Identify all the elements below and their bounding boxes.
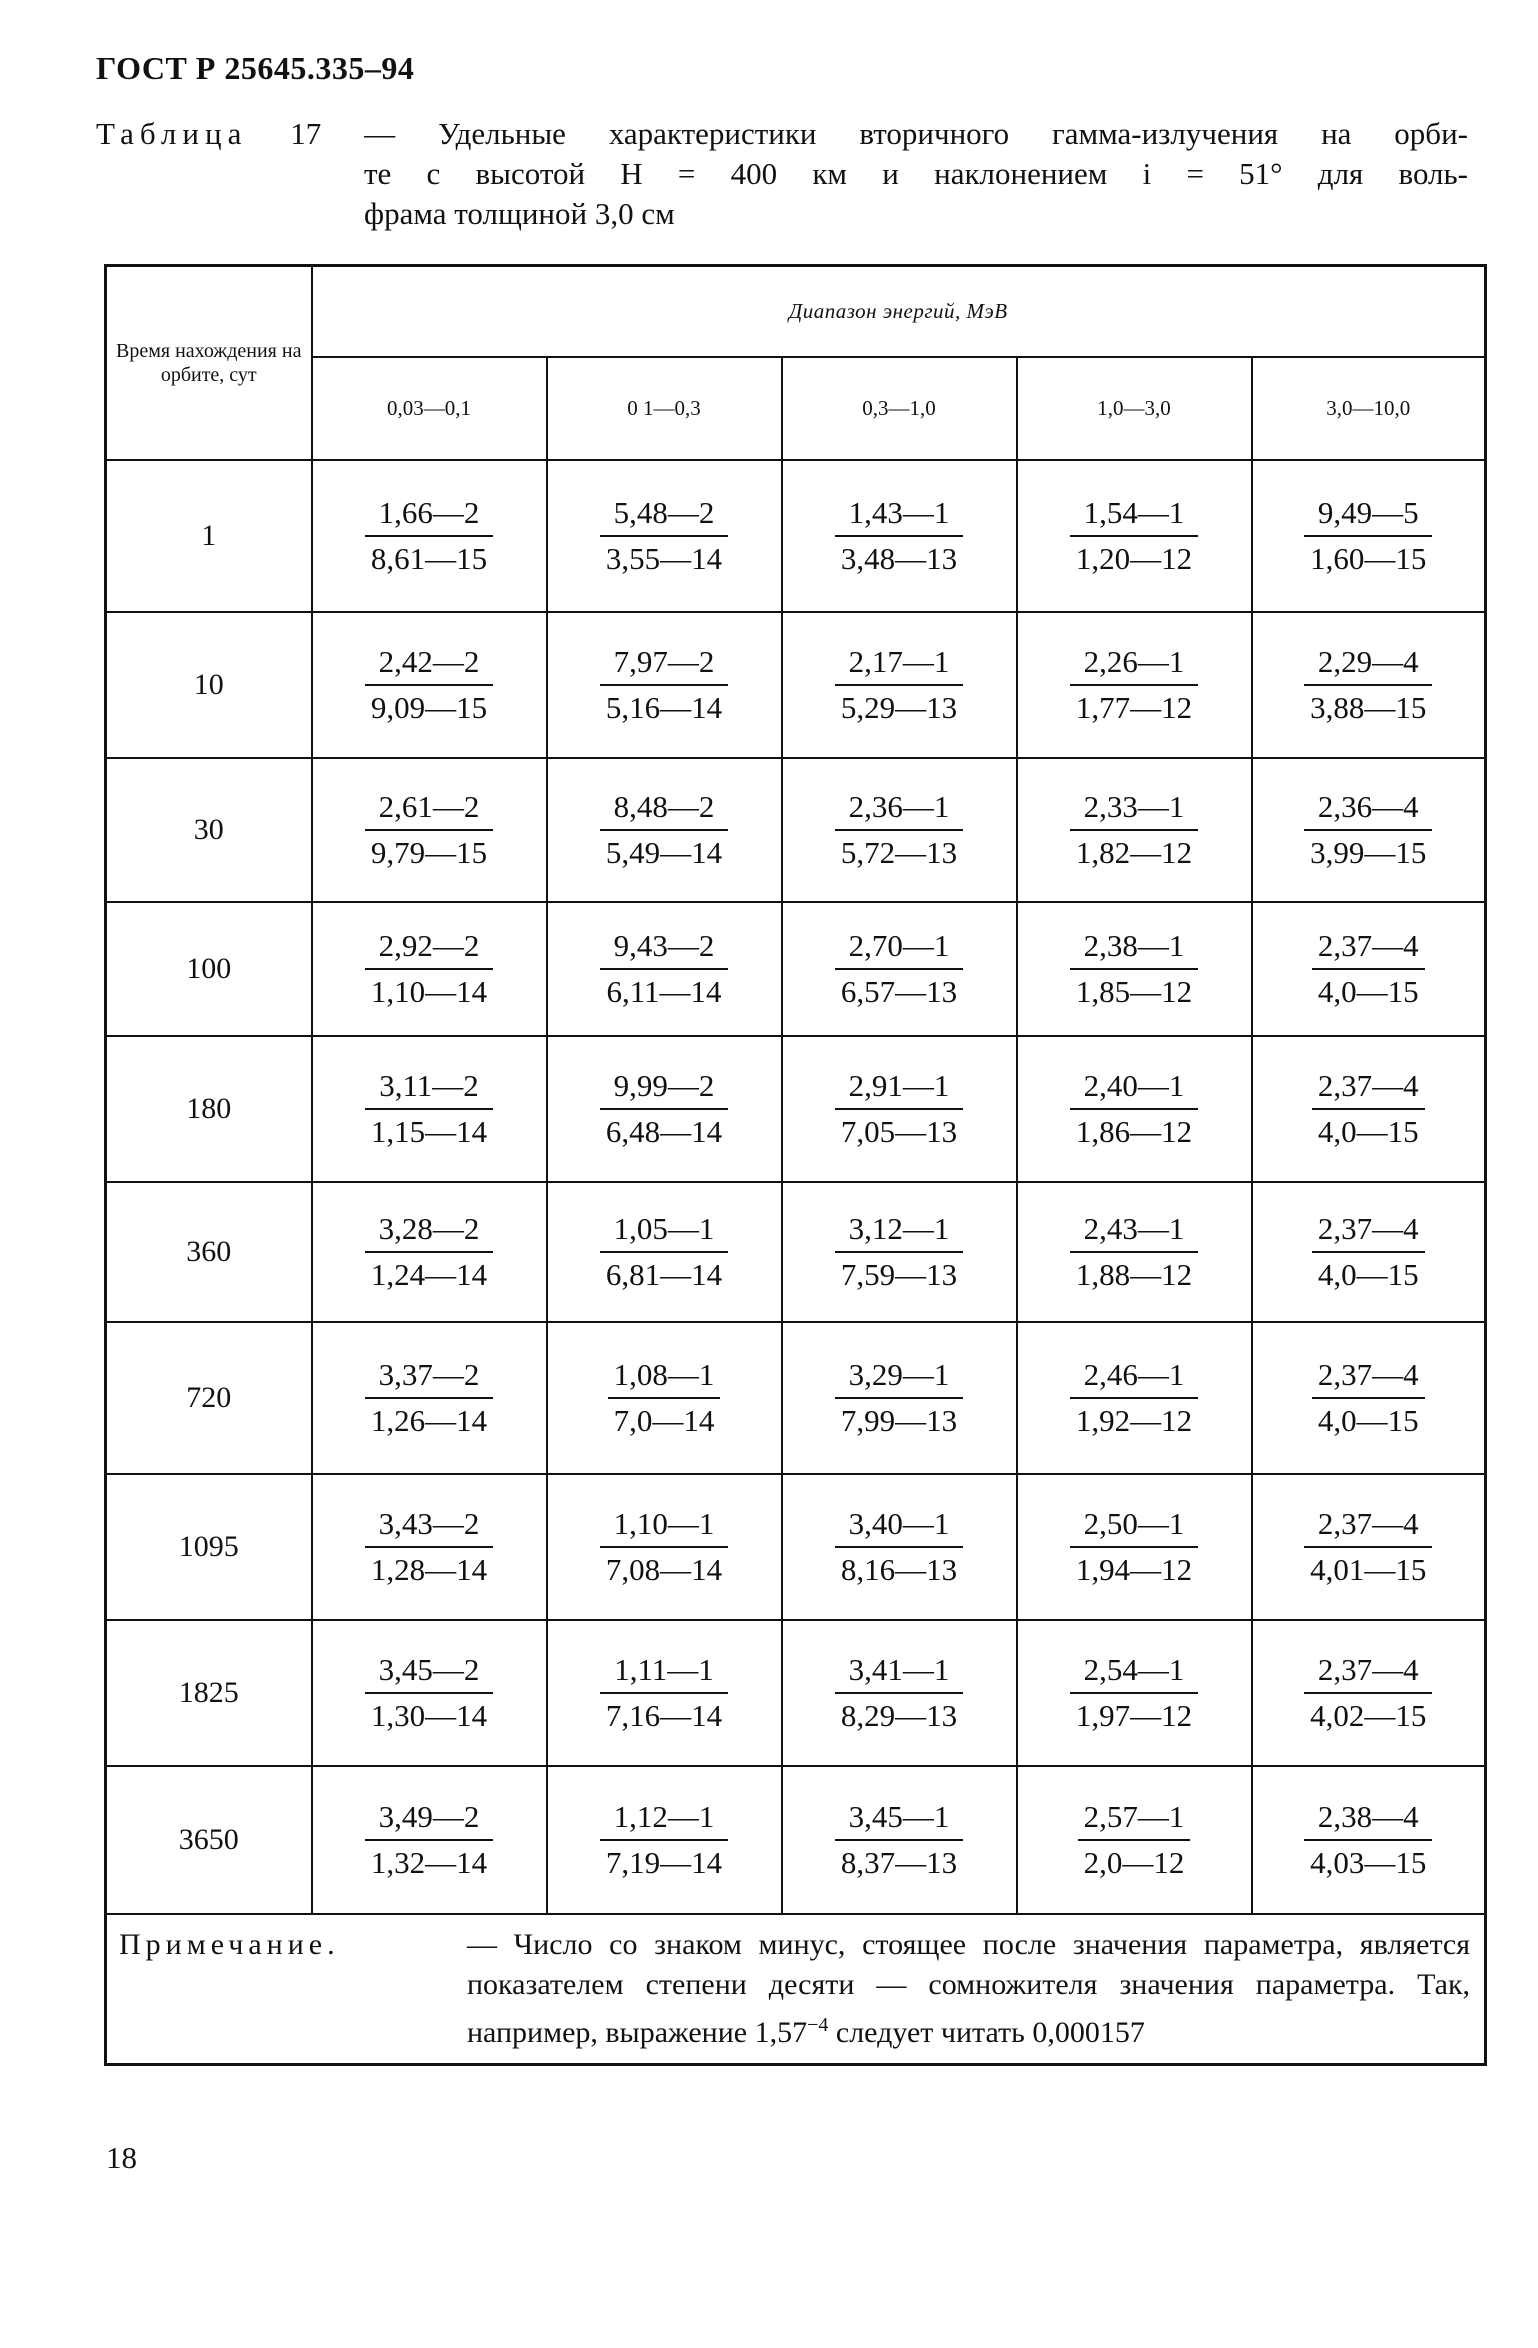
value-fraction (1304, 1506, 1432, 1588)
value-fraction (835, 1357, 963, 1439)
value-cell (312, 1182, 547, 1322)
value-cell (1252, 1182, 1486, 1322)
caption-line-2: те с высотой H = 400 км и наклонением i = 51° для воль- (364, 156, 1468, 191)
fraction-numerator: 2,37—4 (1304, 1506, 1432, 1548)
fraction-denominator: 7,19—14 (605, 1845, 723, 1880)
value-cell (782, 460, 1017, 612)
value-cell (547, 1620, 782, 1766)
fraction-numerator: 1,12—1 (600, 1799, 728, 1841)
note-row (106, 1914, 1486, 2065)
value-cell (782, 612, 1017, 758)
value-fraction (365, 1068, 493, 1150)
table-row (106, 758, 1486, 902)
value-cell (312, 1620, 547, 1766)
value-cell (547, 902, 782, 1036)
value-fraction (365, 928, 493, 1010)
fraction-numerator: 2,33—1 (1070, 789, 1198, 831)
value-fraction (600, 644, 728, 726)
fraction-denominator: 1,20—12 (1075, 541, 1193, 576)
fraction-numerator: 2,17—1 (835, 644, 963, 686)
range-header: 0,3—1,0 (782, 357, 1017, 460)
fraction-denominator: 8,29—13 (840, 1698, 958, 1733)
fraction-numerator: 3,28—2 (365, 1211, 493, 1253)
value-fraction (1070, 644, 1198, 726)
value-fraction (365, 1506, 493, 1588)
value-cell (1017, 1182, 1252, 1322)
value-fraction (1070, 1211, 1198, 1293)
value-fraction (1304, 1652, 1432, 1734)
fraction-numerator: 3,12—1 (835, 1211, 963, 1253)
fraction-denominator: 1,82—12 (1075, 835, 1193, 870)
value-cell (1017, 758, 1252, 902)
value-fraction (1304, 1799, 1432, 1881)
value-fraction (835, 789, 963, 871)
fraction-denominator: 1,77—12 (1075, 690, 1193, 725)
fraction-numerator: 8,48—2 (600, 789, 728, 831)
fraction-numerator: 3,49—2 (365, 1799, 493, 1841)
value-cell (312, 612, 547, 758)
header-row-2 (106, 357, 1486, 460)
fraction-denominator: 1,24—14 (370, 1257, 488, 1292)
value-fraction (835, 1506, 963, 1588)
value-fraction (1312, 928, 1425, 1010)
fraction-denominator: 3,99—15 (1310, 835, 1427, 870)
fraction-denominator: 1,88—12 (1075, 1257, 1193, 1292)
value-fraction (1312, 1211, 1425, 1293)
value-cell (547, 1322, 782, 1474)
value-fraction (835, 1799, 963, 1881)
fraction-denominator: 4,02—15 (1310, 1698, 1427, 1733)
caption-line-3: фрама толщиной 3,0 см (364, 196, 675, 231)
fraction-denominator: 1,86—12 (1075, 1114, 1193, 1149)
fraction-denominator: 6,11—14 (606, 974, 722, 1009)
fraction-numerator: 9,49—5 (1304, 495, 1432, 537)
fraction-denominator: 5,72—13 (840, 835, 958, 870)
value-fraction (1312, 1068, 1425, 1150)
range-header: 3,0—10,0 (1252, 357, 1486, 460)
fraction-numerator: 3,37—2 (365, 1357, 493, 1399)
note-text-end: следует читать 0,000157 (828, 2016, 1145, 2049)
fraction-denominator: 2,0—12 (1083, 1845, 1185, 1880)
value-cell (547, 1182, 782, 1322)
fraction-numerator: 1,54—1 (1070, 495, 1198, 537)
fraction-numerator: 3,41—1 (835, 1652, 963, 1694)
fraction-numerator: 3,11—2 (365, 1068, 493, 1110)
value-cell (1017, 1474, 1252, 1620)
fraction-denominator: 1,32—14 (370, 1845, 488, 1880)
fraction-numerator: 5,48—2 (600, 495, 728, 537)
fraction-denominator: 6,57—13 (840, 974, 958, 1009)
fraction-denominator: 7,0—14 (613, 1403, 715, 1438)
value-cell (1017, 902, 1252, 1036)
fraction-numerator: 2,57—1 (1078, 1799, 1191, 1841)
fraction-numerator: 2,43—1 (1070, 1211, 1198, 1253)
value-cell (312, 1036, 547, 1182)
fraction-denominator: 1,92—12 (1075, 1403, 1193, 1438)
document-header: ГОСТ Р 25645.335–94 (96, 50, 415, 86)
fraction-numerator: 2,37—4 (1312, 1211, 1425, 1253)
value-cell (312, 1766, 547, 1914)
fraction-denominator: 1,10—14 (370, 974, 488, 1009)
fraction-denominator: 1,94—12 (1075, 1552, 1193, 1587)
fraction-numerator: 2,91—1 (835, 1068, 963, 1110)
value-cell (1252, 460, 1486, 612)
energy-range-header: Диапазон энергий, МэВ (312, 266, 1486, 357)
table-row (106, 1036, 1486, 1182)
value-cell (782, 1766, 1017, 1914)
value-cell (312, 1474, 547, 1620)
value-cell (1017, 1620, 1252, 1766)
fraction-denominator: 7,16—14 (605, 1698, 723, 1733)
value-fraction (835, 928, 963, 1010)
value-cell (1252, 612, 1486, 758)
fraction-numerator: 1,05—1 (600, 1211, 728, 1253)
time-cell: 10 (106, 612, 312, 758)
table-row (106, 1474, 1486, 1620)
fraction-denominator: 8,37—13 (840, 1845, 958, 1880)
fraction-numerator: 3,40—1 (835, 1506, 963, 1548)
value-cell (1017, 1036, 1252, 1182)
fraction-denominator: 4,0—15 (1317, 1403, 1419, 1438)
value-cell (1252, 1766, 1486, 1914)
time-cell: 1825 (106, 1620, 312, 1766)
fraction-numerator: 7,97—2 (600, 644, 728, 686)
value-cell (782, 1182, 1017, 1322)
page-number: 18 (106, 2140, 137, 2175)
value-cell (312, 758, 547, 902)
fraction-numerator: 2,36—1 (835, 789, 963, 831)
value-fraction (1070, 1357, 1198, 1439)
value-cell (1252, 1322, 1486, 1474)
value-fraction (1070, 789, 1198, 871)
fraction-numerator: 2,38—4 (1304, 1799, 1432, 1841)
value-fraction (365, 644, 493, 726)
value-cell (547, 460, 782, 612)
value-fraction (365, 1357, 493, 1439)
fraction-numerator: 2,42—2 (365, 644, 493, 686)
value-fraction (835, 1652, 963, 1734)
fraction-numerator: 2,37—4 (1312, 928, 1425, 970)
value-cell (782, 758, 1017, 902)
time-cell: 3650 (106, 1766, 312, 1914)
value-cell (1017, 612, 1252, 758)
value-fraction (1304, 644, 1432, 726)
fraction-denominator: 5,16—14 (605, 690, 723, 725)
value-cell (547, 1766, 782, 1914)
value-fraction (1070, 495, 1198, 577)
fraction-numerator: 1,43—1 (835, 495, 963, 537)
table-row (106, 1766, 1486, 1914)
fraction-numerator: 2,70—1 (835, 928, 963, 970)
fraction-numerator: 3,45—1 (835, 1799, 963, 1841)
value-fraction (600, 495, 728, 577)
time-cell: 1 (106, 460, 312, 612)
value-cell (1017, 460, 1252, 612)
table-row (106, 460, 1486, 612)
caption-number: 17 (290, 116, 322, 151)
value-cell (547, 612, 782, 758)
caption-text-1: — Удельные характеристики вторичного гамма-излучения на орби- (364, 116, 1468, 151)
fraction-numerator: 2,61—2 (365, 789, 493, 831)
value-fraction (1070, 928, 1198, 1010)
table-row (106, 1620, 1486, 1766)
value-fraction (365, 789, 493, 871)
value-fraction (1070, 1506, 1198, 1588)
fraction-denominator: 3,55—14 (605, 541, 723, 576)
fraction-denominator: 1,30—14 (370, 1698, 488, 1733)
note-text-main: — Число со знаком минус, стоящее после значения параметра, является показателем степени десяти — сомножителя значения параметра. Так, например, выражение 1,57 (467, 1928, 1471, 2049)
fraction-denominator: 4,03—15 (1310, 1845, 1427, 1880)
value-fraction (1304, 789, 1432, 871)
fraction-denominator: 5,29—13 (840, 690, 958, 725)
time-cell: 30 (106, 758, 312, 902)
value-cell (547, 758, 782, 902)
fraction-numerator: 3,43—2 (365, 1506, 493, 1548)
fraction-denominator: 5,49—14 (605, 835, 723, 870)
value-cell (1017, 1322, 1252, 1474)
fraction-numerator: 2,36—4 (1304, 789, 1432, 831)
value-fraction (1070, 1068, 1198, 1150)
time-column-header: Время нахождения на орбите, сут (106, 266, 312, 461)
time-cell: 360 (106, 1182, 312, 1322)
value-fraction (600, 1799, 728, 1881)
fraction-denominator: 8,16—13 (840, 1552, 958, 1587)
fraction-numerator: 2,54—1 (1070, 1652, 1198, 1694)
note-cell (106, 1914, 1486, 2065)
note-superscript: −4 (807, 2014, 829, 2036)
fraction-denominator: 9,79—15 (370, 835, 488, 870)
fraction-numerator: 2,38—1 (1070, 928, 1198, 970)
header-row-1 (106, 266, 1486, 357)
value-fraction (835, 1211, 963, 1293)
value-fraction (835, 1068, 963, 1150)
caption-label: Таблица (96, 116, 248, 151)
fraction-denominator: 1,60—15 (1310, 541, 1427, 576)
value-cell (1252, 1620, 1486, 1766)
value-cell (312, 902, 547, 1036)
fraction-numerator: 1,08—1 (608, 1357, 721, 1399)
value-fraction (365, 1799, 493, 1881)
value-cell (782, 1036, 1017, 1182)
value-cell (547, 1036, 782, 1182)
value-cell (782, 1474, 1017, 1620)
fraction-denominator: 7,05—13 (840, 1114, 958, 1149)
value-fraction (600, 1211, 728, 1293)
value-cell (312, 1322, 547, 1474)
table-row (106, 612, 1486, 758)
value-fraction (835, 644, 963, 726)
value-fraction (365, 495, 493, 577)
value-cell (1252, 1474, 1486, 1620)
value-fraction (608, 1357, 721, 1439)
value-cell (1017, 1766, 1252, 1914)
data-table (104, 264, 1487, 2066)
value-cell (782, 1322, 1017, 1474)
fraction-denominator: 1,15—14 (370, 1114, 488, 1149)
fraction-numerator: 2,50—1 (1070, 1506, 1198, 1548)
fraction-numerator: 1,10—1 (600, 1506, 728, 1548)
value-cell (782, 902, 1017, 1036)
fraction-denominator: 7,59—13 (840, 1257, 958, 1292)
fraction-denominator: 1,26—14 (370, 1403, 488, 1438)
range-header: 0,03—0,1 (312, 357, 547, 460)
table-body (106, 460, 1486, 1914)
fraction-numerator: 9,99—2 (600, 1068, 728, 1110)
fraction-denominator: 7,08—14 (605, 1552, 723, 1587)
time-cell: 720 (106, 1322, 312, 1474)
fraction-numerator: 2,26—1 (1070, 644, 1198, 686)
value-fraction (600, 789, 728, 871)
fraction-denominator: 1,97—12 (1075, 1698, 1193, 1733)
fraction-denominator: 1,85—12 (1075, 974, 1193, 1009)
value-fraction (600, 1652, 728, 1734)
note-label: Примечание. (119, 1928, 340, 1961)
value-fraction (1304, 495, 1432, 577)
time-cell: 180 (106, 1036, 312, 1182)
fraction-numerator: 9,43—2 (600, 928, 727, 970)
fraction-numerator: 1,66—2 (365, 495, 493, 537)
fraction-numerator: 1,11—1 (600, 1652, 728, 1694)
fraction-denominator: 9,09—15 (370, 690, 488, 725)
fraction-numerator: 2,92—2 (365, 928, 493, 970)
value-fraction (600, 1506, 728, 1588)
table-row (106, 1322, 1486, 1474)
value-fraction (365, 1211, 493, 1293)
fraction-denominator: 6,48—14 (605, 1114, 723, 1149)
fraction-denominator: 4,01—15 (1310, 1552, 1427, 1587)
fraction-numerator: 3,29—1 (835, 1357, 963, 1399)
range-header: 0 1—0,3 (547, 357, 782, 460)
value-cell (547, 1474, 782, 1620)
fraction-denominator: 4,0—15 (1317, 1257, 1419, 1292)
fraction-numerator: 2,37—4 (1312, 1068, 1425, 1110)
value-fraction (1312, 1357, 1425, 1439)
range-header: 1,0—3,0 (1017, 357, 1252, 460)
time-cell: 1095 (106, 1474, 312, 1620)
time-cell: 100 (106, 902, 312, 1036)
fraction-denominator: 6,81—14 (605, 1257, 723, 1292)
value-fraction (1070, 1652, 1198, 1734)
table-row (106, 902, 1486, 1036)
fraction-numerator: 2,29—4 (1304, 644, 1432, 686)
fraction-denominator: 4,0—15 (1317, 1114, 1419, 1149)
table-row (106, 1182, 1486, 1322)
fraction-denominator: 1,28—14 (370, 1552, 488, 1587)
fraction-numerator: 2,40—1 (1070, 1068, 1198, 1110)
value-fraction (365, 1652, 493, 1734)
fraction-denominator: 8,61—15 (370, 541, 488, 576)
fraction-numerator: 3,45—2 (365, 1652, 493, 1694)
fraction-denominator: 3,48—13 (840, 541, 958, 576)
table-caption (96, 114, 1468, 234)
value-fraction (600, 928, 727, 1010)
value-cell (1252, 902, 1486, 1036)
value-cell (1252, 1036, 1486, 1182)
value-fraction (600, 1068, 728, 1150)
value-fraction (835, 495, 963, 577)
value-cell (312, 460, 547, 612)
fraction-numerator: 2,37—4 (1304, 1652, 1432, 1694)
value-cell (1252, 758, 1486, 902)
caption-line-1 (96, 114, 1468, 154)
fraction-denominator: 4,0—15 (1317, 974, 1419, 1009)
fraction-numerator: 2,37—4 (1312, 1357, 1425, 1399)
fraction-numerator: 2,46—1 (1070, 1357, 1198, 1399)
fraction-denominator: 3,88—15 (1310, 690, 1427, 725)
value-fraction (1078, 1799, 1191, 1881)
fraction-denominator: 7,99—13 (840, 1403, 958, 1438)
value-cell (782, 1620, 1017, 1766)
